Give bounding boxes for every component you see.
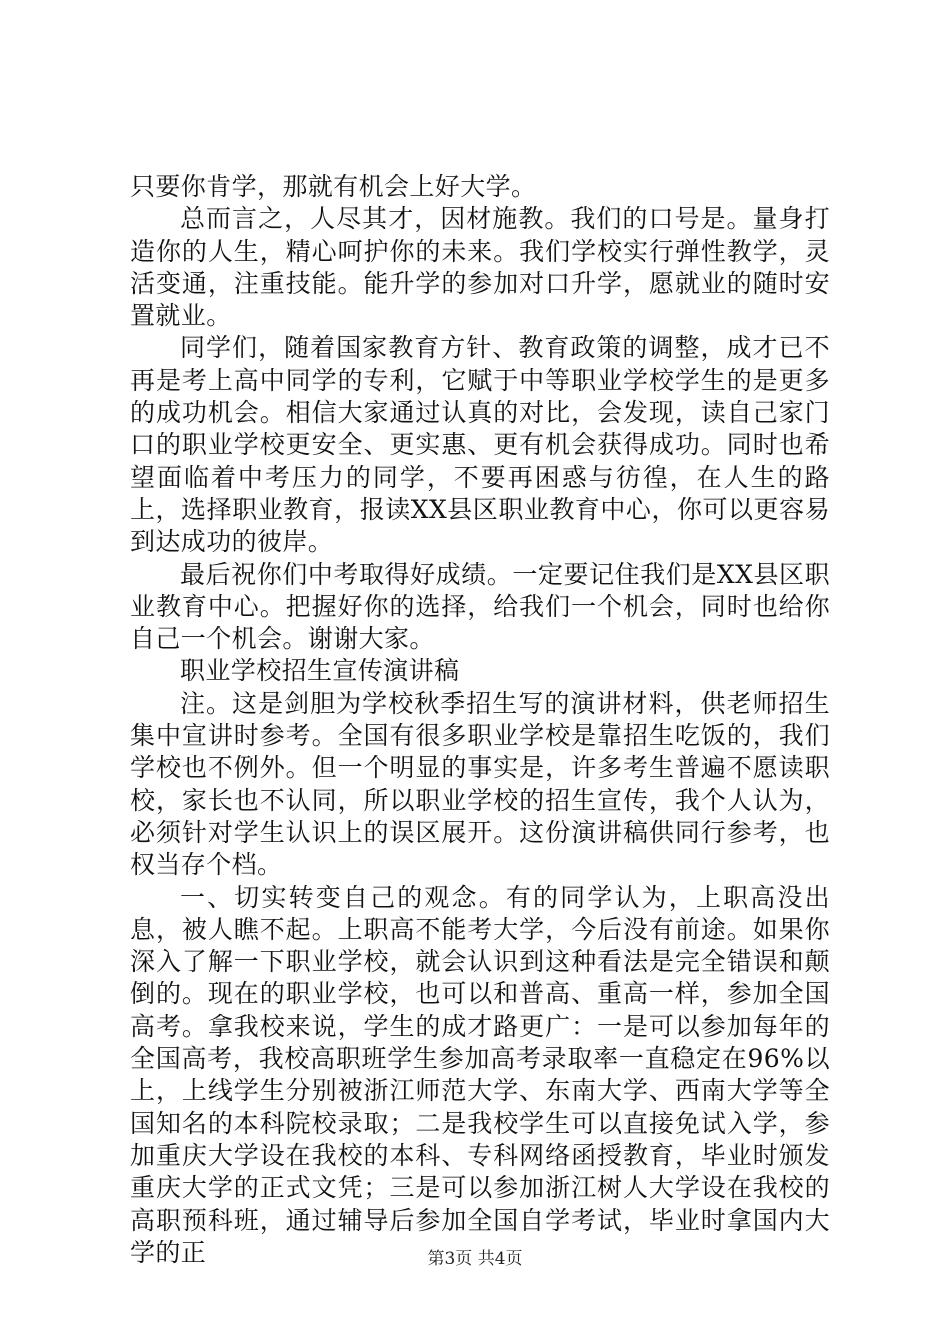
page-number-footer: 第3页 共4页: [427, 1249, 523, 1269]
paragraph-note: 注。这是剑胆为学校秋季招生写的演讲材料，供老师招生集中宣讲时参考。全国有很多职业学校是靠招生吃饭的，我们学校也不例外。但一个明显的事实是，许多考生普遍不愿读职校，家长也不认同，所以职业学校的招生宣传，我个人认为，必须针对学生认识上的误区展开。这份演讲稿供同行参考，也权当存个档。: [130, 688, 830, 880]
document-body: [130, 171, 830, 1269]
paragraph-1: 只要你肯学，那就有机会上好大学。: [130, 172, 537, 201]
paragraph-section-one: 一、切实转变自己的观念。有的同学认为，上职高没出息，被人瞧不起。上职高不能考大学，今后没有前途。如果你深入了解一下职业学校，就会认识到这种看法是完全错误和颠倒的。现在的职业学校，也可以和普高、重高一样，参加全国高考。拿我校来说，学生的成才路更广：一是可以参加每年的全国高考，我校高职班学生参加高考录取率一直稳定在96%以上，上线学生分别被浙江师范大学、东南大学、西南大学等全国知名的本科院校录取；二是我校学生可以直接免试入学，参加重庆大学设在我校的本科、专科网络函授教育，毕业时颁发重庆大学的正式文凭；三是可以参加浙江树人大学设在我校的高职预科班，通过辅导后参加全国自学考试，毕业时拿国内大学的正: [130, 882, 830, 1267]
paragraph-4: 最后祝你们中考取得好成绩。一定要记住我们是XX县区职业教育中心。把握好你的选择，给我们一个机会，同时也给你自己一个机会。谢谢大家。: [130, 559, 830, 654]
section-title: 职业学校招生宣传演讲稿: [180, 656, 460, 686]
paragraph-2: 总而言之，人尽其才，因材施教。我们的口号是。量身打造你的人生，精心呵护你的未来。我们学校实行弹性教学，灵活变通，注重技能。能升学的参加对口升学，愿就业的随时安置就业。: [130, 204, 830, 331]
paragraph-3: 同学们，随着国家教育方针、教育政策的调整，成才已不再是考上高中同学的专利，它赋于中等职业学校学生的是更多的成功机会。相信大家通过认真的对比，会发现，读自己家门口的职业学校更安全、更实惠、更有机会获得成功。同时也希望面临着中考压力的同学，不要再困惑与彷徨，在人生的路上，选择职业教育，报读XX县区职业教育中心，你可以更容易到达成功的彼岸。: [130, 333, 830, 557]
